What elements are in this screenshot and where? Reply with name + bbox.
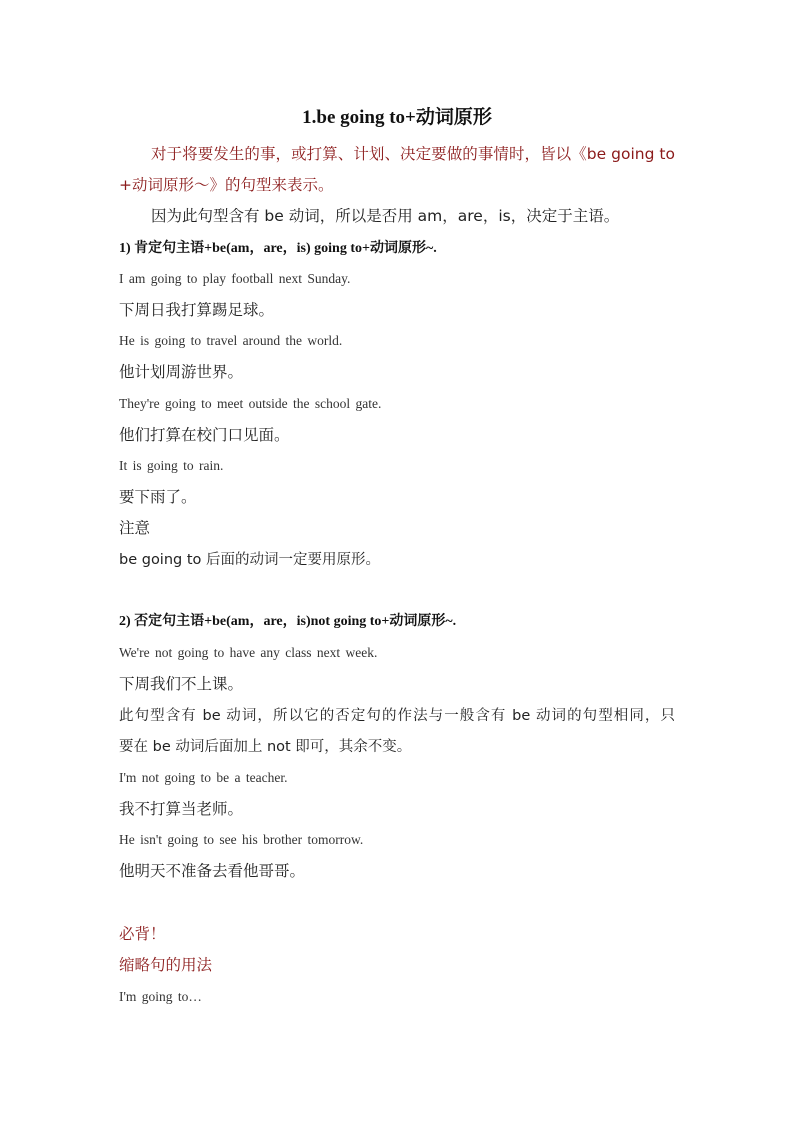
section2-example-zh-3: 他明天不准备去看他哥哥。 xyxy=(119,862,306,880)
intro-line-1: 对于将要发生的事，或打算、计划、决定要做的事情时，皆以《be going to xyxy=(151,145,675,163)
note-label: 注意 xyxy=(119,519,151,537)
example-en-4: It is going to rain. xyxy=(119,458,224,473)
section2-heading: 2) 否定句主语+be(am，are，is)not going to+动词原形~. xyxy=(119,614,457,629)
example-en-2: He is going to travel around the world. xyxy=(119,333,343,348)
section2-example-en-2: I'm not going to be a teacher. xyxy=(119,770,288,785)
section2-example-en-3: He isn't going to see his brother tomorrow. xyxy=(119,832,364,847)
intro-line-3: 因为此句型含有 be 动词，所以是否用 am，are，is，决定于主语。 xyxy=(151,207,620,225)
section2-explain-line-2: 要在 be 动词后面加上 not 即可，其余不变。 xyxy=(119,739,412,755)
must-memorize-label: 必背！ xyxy=(119,925,166,943)
example-en-3: They're going to meet outside the school gate. xyxy=(119,396,382,411)
section2-example-zh-2: 我不打算当老师。 xyxy=(119,800,244,818)
note-text: be going to 后面的动词一定要用原形。 xyxy=(119,552,381,568)
example-en-1: I am going to play football next Sunday. xyxy=(119,271,351,286)
example-zh-1: 下周日我打算踢足球。 xyxy=(119,301,275,319)
section2-explain-line-1: 此句型含有 be 动词，所以它的否定句的作法与一般含有 be 动词的句型相同，只 xyxy=(119,708,675,724)
example-zh-3: 他们打算在校门口见面。 xyxy=(119,426,290,444)
section2-example-en-1: We're not going to have any class next week. xyxy=(119,645,378,660)
example-zh-4: 要下雨了。 xyxy=(119,488,197,506)
page-title: 1.be going to+动词原形 xyxy=(302,107,492,128)
abbreviation-example: I'm going to… xyxy=(119,989,202,1004)
section1-heading: 1) 肯定句主语+be(am，are，is) going to+动词原形~. xyxy=(119,241,437,256)
example-zh-2: 他计划周游世界。 xyxy=(119,363,244,381)
intro-line-2: +动词原形～》的句型来表示。 xyxy=(119,176,334,194)
abbreviation-heading: 缩略句的用法 xyxy=(119,956,213,974)
section2-example-zh-1: 下周我们不上课。 xyxy=(119,675,244,693)
